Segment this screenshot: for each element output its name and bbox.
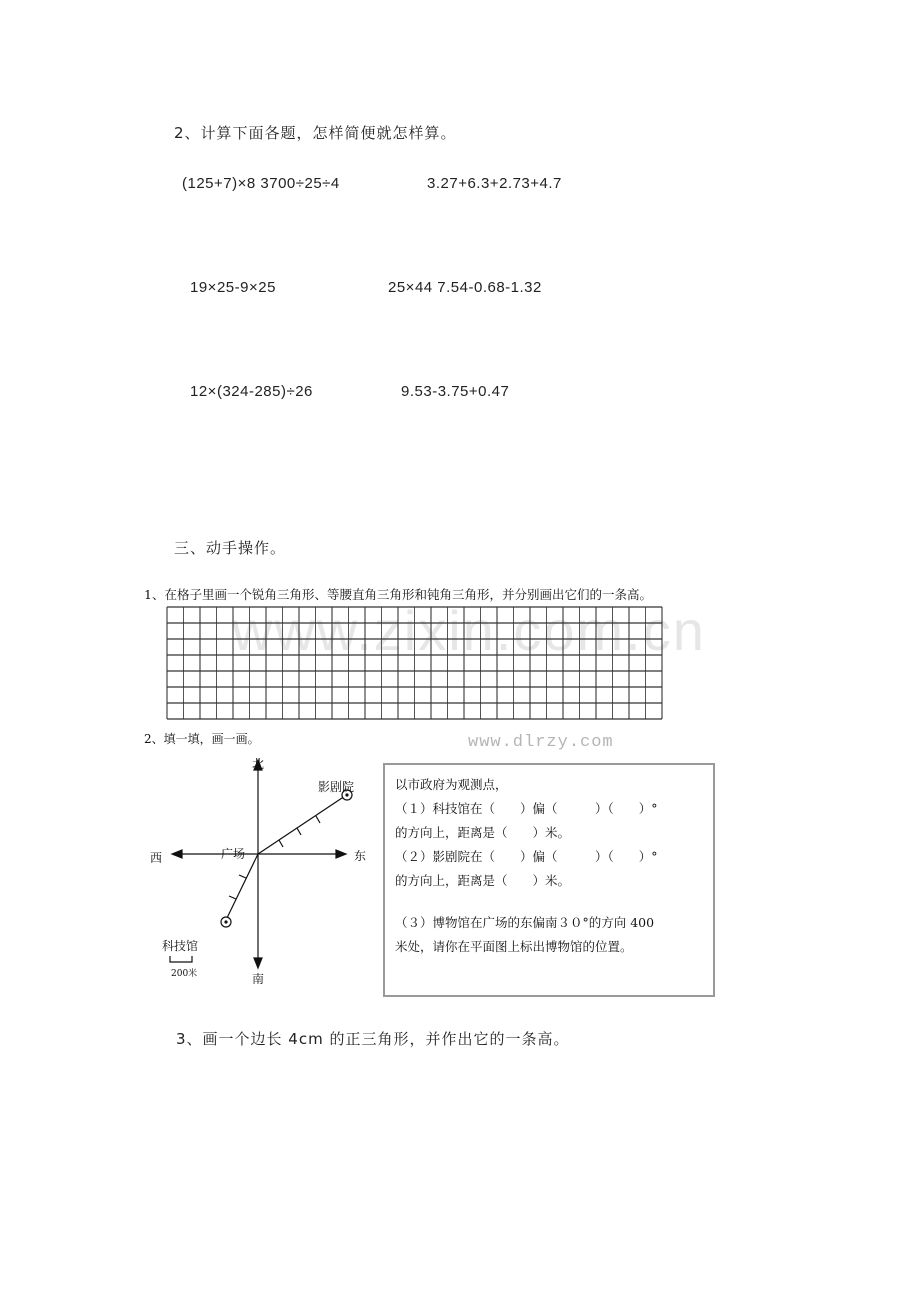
tick	[239, 875, 246, 878]
tick	[297, 828, 301, 835]
tick	[229, 896, 236, 899]
question-box	[383, 763, 715, 997]
box-intro: 以市政府为观测点，	[395, 777, 508, 792]
west-arrow-icon	[172, 850, 182, 858]
north-label: 北	[252, 757, 265, 771]
science-museum-dot	[225, 921, 227, 923]
task3-text: 3、画一个边长 4cm 的正三角形，并作出它的一条高。	[176, 1030, 570, 1048]
box-q1-line2: 的方向上，距离是（ ）米。	[395, 825, 571, 840]
south-arrow-icon	[254, 958, 262, 968]
task1-text: 1、在格子里画一个锐角三角形、等腰直角三角形和钝角三角形，并分别画出它们的一条高。	[144, 587, 652, 602]
expr-2: 3.27+6.3+2.73+4.7	[427, 175, 562, 192]
box-q3-line1: （３）博物馆在广场的东偏南３０°的方向 400	[395, 915, 655, 930]
science-museum-label: 科技馆	[162, 939, 199, 953]
watermark-dlrzy: www.dlrzy.com	[468, 733, 614, 752]
expr-5: 12×(324-285)÷26	[190, 383, 313, 400]
cinema-label: 影剧院	[318, 780, 355, 794]
cinema-line	[258, 796, 345, 854]
expr-1: (125+7)×8 3700÷25÷4	[182, 175, 340, 192]
scale-label: 200米	[171, 969, 198, 979]
task2-text: 2、填一填，画一画。	[144, 732, 260, 746]
expr-3: 19×25-9×25	[190, 279, 276, 296]
box-q2-line1: （２）影剧院在（ ）偏（ ）（ ）°	[395, 849, 658, 864]
center-label: 广场	[221, 847, 246, 861]
west-label: 西	[150, 851, 163, 865]
expr-6: 9.53-3.75+0.47	[401, 383, 510, 400]
q2-title: 2、计算下面各题，怎样简便就怎样算。	[174, 124, 457, 142]
box-q3-line2: 米处，请你在平面图上标出博物馆的位置。	[395, 939, 633, 954]
east-label: 东	[354, 849, 367, 863]
tick	[316, 816, 320, 823]
south-label: 南	[252, 972, 265, 986]
section3-title: 三、动手操作。	[174, 539, 287, 557]
expr-4: 25×44 7.54-0.68-1.32	[388, 279, 542, 296]
box-q1-line1: （１）科技馆在（ ）偏（ ）（ ）°	[395, 801, 658, 816]
tick	[279, 840, 283, 847]
watermark-zixin: www.zixin.com.cn	[232, 599, 706, 662]
drawing-grid[interactable]	[166, 606, 664, 720]
box-q2-line2: 的方向上，距离是（ ）米。	[395, 873, 571, 888]
science-museum-line	[226, 854, 258, 920]
east-arrow-icon	[336, 850, 346, 858]
scale-bar	[170, 956, 192, 962]
